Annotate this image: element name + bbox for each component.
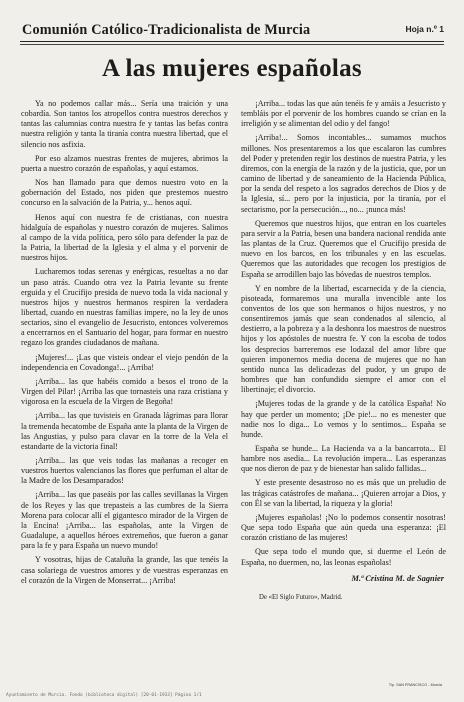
- paragraph: ¡Arriba... las que veis todas las mañanas a recoger en vuestros huertos valencianos las flores que perfuman el altar de la Madre de los Desamparados!: [21, 456, 228, 486]
- paragraph: Nos han llamado para que demos nuestro voto en la gobernación del Estado, nos piden que prestemos nuestro concurso en la salvación de la Patria, y... henos aquí.: [21, 178, 228, 208]
- paragraph: España se hunde... La Hacienda va a la bancarrota... El hambre nos asedia... La revolución impera... Las esperanzas que nos dieron de paz y de bienestar han salido fallidas...: [241, 444, 446, 474]
- paragraph: Y en nombre de la libertad, escarnecida y de la ciencia, pisoteada, formaremos una muralla invencible ante los conventos de los que son hermanos o hijos nuestros, y no consentiremos jamás que sean condenados al silencio, al destierro, a la pobreza y a la deshonra los maestros de nuestros hijos y los apóstoles de nuestra fe. Y con la escoba de todos los desprecios barreremos ese lodazal del amor libre que quieren imponernos media docena de mujeres que no han sentido nunca las delicadezas del pudor, y un grupo de hombres que han confundido siempre el amor con el libertinaje; el divorcio.: [241, 283, 446, 395]
- archive-footer: Ayuntamiento de Murcia. Fondo (biblioteca digital) [20-01-1933] Página 1/1: [6, 693, 202, 698]
- printer-credit: Tip. SAN FRANCISCO - Murcia: [388, 683, 442, 687]
- main-title: A las mujeres españolas: [102, 55, 362, 82]
- author-signature: M.ª Cristina M. de Sagnier: [351, 573, 444, 583]
- paragraph: ¡Arriba... las que tuvisteis en Granada lágrimas para llorar la tremenda hecatombe de España ante la planta de la Virgen de las Angustias, y pulso para clavar en la torre de la Vela el estandarte de la victoria final!: [21, 411, 228, 451]
- paragraph: Y este presente desastroso no es más que un preludio de las trágicas catástrofes de mañana... ¡Quieren arrojar a Dios, y con Él se van la libertad, la riqueza y la gloria!: [241, 478, 446, 508]
- paragraph: ¡Arriba... todas las que aún tenéis fe y amáis a Jesucristo y tembláis por el porvenir de los hombres cuando se crían en la irreligión y se alimentan del odio y del fango!: [241, 99, 446, 129]
- paragraph: Queremos que nuestros hijos, que entran en los cuarteles para servir a la Patria, besen una bandera nacional rendida ante las plantas de la Cruz. Queremos que el Crucifijo presida de nuevo en los barcos, en los tribunales y en las escuelas. Queremos que las autoridades que recogen los prestigios de España se arrodillen bajo las bóvedas de nuestros templos.: [241, 218, 446, 279]
- paragraph: Lucharemos todas serenas y enérgicas, resueltas a no dar un paso atrás. Cuando otra vez la Patria levante su frente erguida y el Crucifijo presida de nuevo toda la vida nacional y nuestros hijos y nuestros hermanos respiren la verdadera libertad, cuando en nuestras familias impere, no la ley de unos sectarios, sino el evangelio de Jesucristo, entonces volveremos a encerrarnos en el Santuario del hogar, para formar en nuestro regazo los grandes ciudadanos de mañana.: [21, 267, 228, 348]
- paragraph: Ya no podemos callar más... Sería una traición y una cobardía. Son tantos los atropellos contra nuestros derechos y tantas las calumnias contra nuestra fe y tantas las befas contra nuestra religión y tanta la tiranía contra nuestra libertad, que el silencio nos asfixia.: [21, 99, 228, 149]
- paragraph: ¡Mujeres todas de la grande y de la católica España! No hay que perder un momento; ¡De pie!... no es menester que nadie nos lo diga... Lo vemos y lo sentimos... España se hunde.: [241, 399, 446, 439]
- paragraph: ¡Arriba... las que paseáis por las calles sevillanas la Virgen de los Reyes y las que trepasteis a las cumbres de la Sierra Morena para colocar allí el gigantesco mirador de la Virgen de la Encina! ¡Arriba... las españolas, ante la Virgen de Guadalupe, a aquellos héroes extremeños, que fueron a ganar para la fe y para España un nuevo mundo!: [21, 490, 228, 551]
- header-rule-thin: [20, 44, 444, 45]
- header-rule: [20, 41, 444, 42]
- right-column: [241, 99, 446, 603]
- paragraph: Henos aquí con nuestra fe de cristianas, con nuestra hidalguía de españolas y nuestro corazón de mujeres. Salimos al campo de la vida política, pero sólo para defender la paz de la Patria, la libertad de la Iglesia y el alma y el porvenir de nuestros hijos.: [21, 212, 228, 263]
- paragraph: ¡Mujeres españolas! ¡No lo podemos consentir nosotras! Que sepa todo España que aún queda una esperanza: ¡El corazón cristiano de las mujeres!: [241, 512, 446, 543]
- source-credit: De «El Siglo Futuro», Madrid.: [259, 593, 343, 601]
- paragraph: ¡Arriba... las que habéis comido a besos el trono de la Virgen del Pilar! ¡Arriba las que tornasteis una raza cristiana y vigorosa en la escuela de la Virgen de Begoña!: [21, 376, 228, 407]
- paragraph: ¡Mujeres!... ¡Las que visteis ondear el viejo pendón de la independencia en Covadonga!... ¡Arriba!: [21, 352, 228, 372]
- header-title: Comunión Católico-Tradicionalista de Murcia: [22, 22, 311, 38]
- paragraph: Por eso alzamos nuestras frentes de mujeres, abrimos la puerta a nuestro corazón de españolas, y aquí estamos.: [21, 153, 228, 173]
- left-column: [21, 99, 228, 586]
- paragraph: Que sepa todo el mundo que, si duerme el León de España, no duermen, no, las leonas españolas!: [241, 547, 446, 567]
- paragraph: Y vosotras, hijas de Cataluña la grande, las que tenéis la casa solariega de vuestros amores y de vuestras esperanzas en el corazón de la Virgen de Monserrat... ¡Arriba!: [21, 555, 228, 585]
- paragraph: ¡Arriba!... Somos incontables... sumamos muchos millones. Nos presentaremos a los que escalaron las cumbres del Poder y pretenden regir los destinos de nuestra Patria, y les diremos, con la energía de la razón y de la justicia, que, por un camino de libertad y de saneamiento de la Hacienda Pública, por la senda del respeto a los sagrados derechos de Dios y de la Iglesia, sí... pero por la injusticia, por la tiranía, por el sectarismo, por la persecución..., no... ¡nunca más!: [241, 133, 446, 214]
- sheet-number: Hoja n.º 1: [405, 24, 444, 34]
